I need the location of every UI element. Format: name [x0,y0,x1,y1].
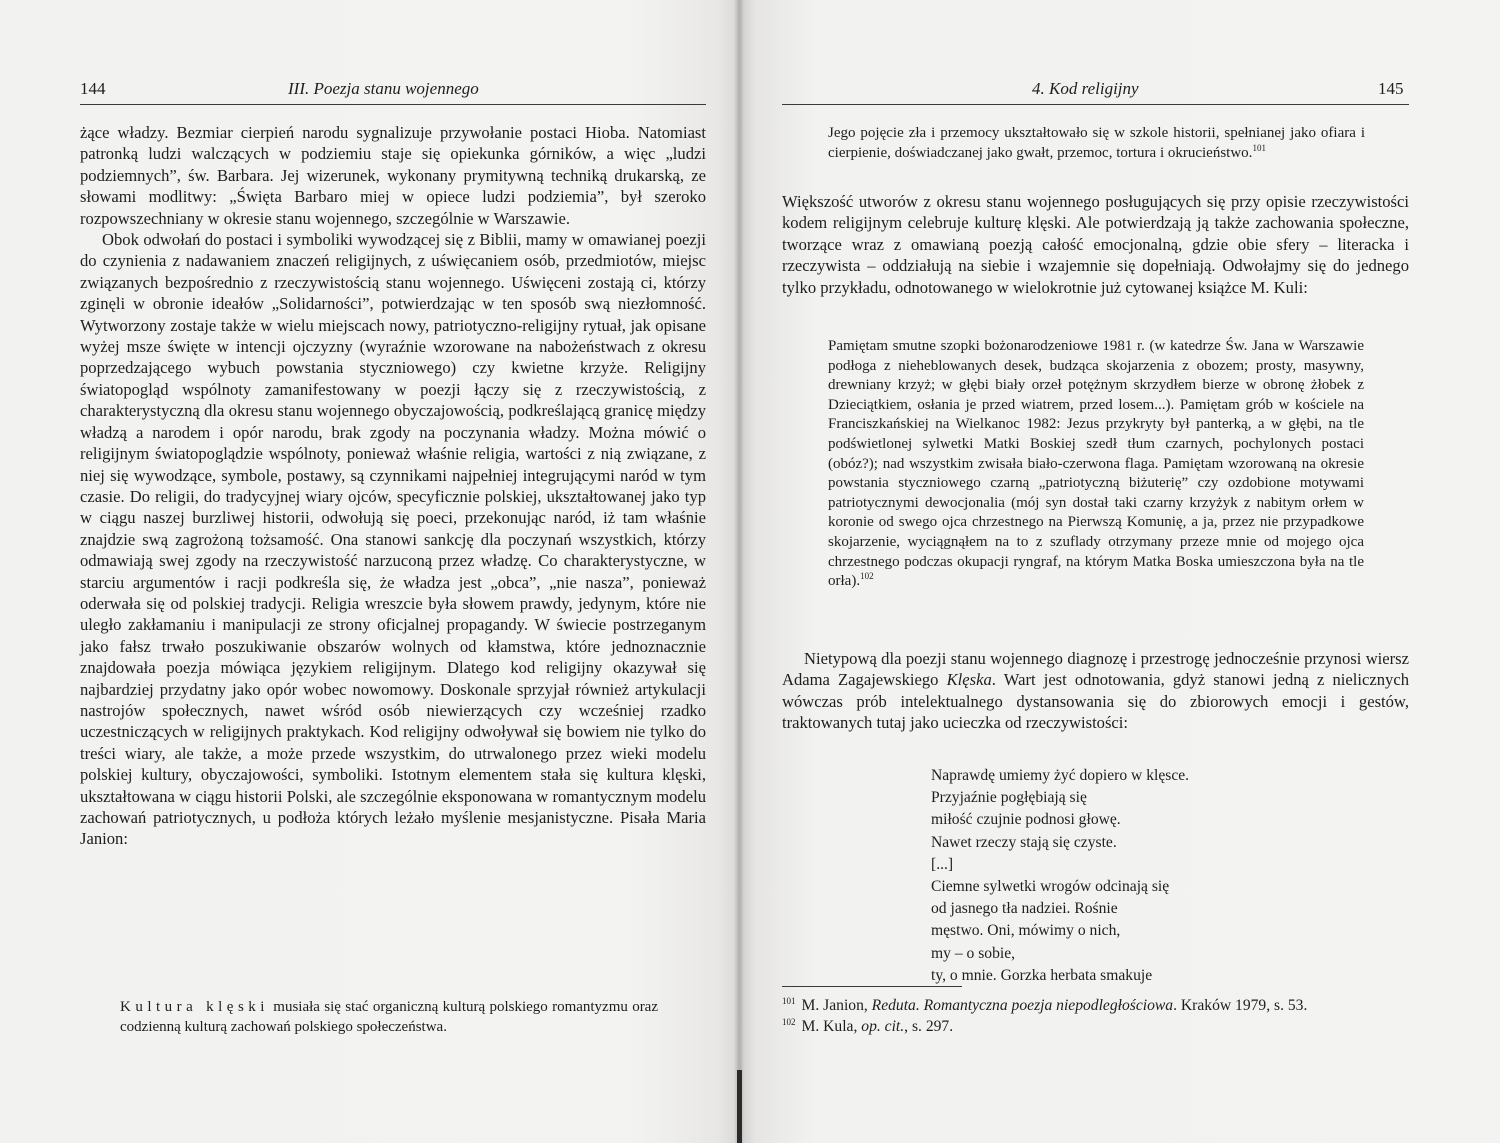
footnote-text: , s. 297. [904,1018,954,1035]
poem-line: Nawet rzeczy stają się czyste. [931,833,1117,851]
footnote [782,1016,1409,1037]
paragraph-text: . Wart jest odnotowania, gdyż stanowi jedną z nielicznych wówczas prób intelektualnego dystansowania się do zbiorowych emocji i gestów, traktowanych tutaj jako ucieczka od rzeczywistości: [782,670,1409,733]
poem-line: męstwo. Oni, mówimy o nich, [931,922,1121,940]
poem-line: ty, o mnie. Gorzka herbata smakuje [931,966,1153,984]
footnote-number: 102 [782,1017,796,1027]
poem-title: Klęska [946,670,992,690]
left-body-text [80,122,706,850]
page-number: 144 [80,79,106,98]
footnote-rule [782,986,962,987]
quote-spaced-term: Kultura klęski [120,999,269,1015]
left-page [0,0,740,1143]
block-quote [828,124,1365,163]
footnote-number: 101 [782,996,796,1006]
header-rule [80,104,706,105]
footnote-text: . Kraków 1979, s. 53. [1173,997,1308,1014]
footnote-title: op. cit. [861,1018,905,1035]
paragraph: Obok odwołań do postaci i symboliki wywodzącej się z Biblii, mamy w omawianej poezji do czynienia z nadawaniem znaczeń religijnych, z uświęcaniem osób, przedmiotów, miejsc związanych bezpośrednio z rzeczywistością stanu wojennego. Uświęceni zostają ci, którzy zginęli w obronie ideałów „Solidarności”, potwierdzając w ten sposób swą niezłomność. Wytworzony zostaje także w wielu miejscach nowy, patriotyczno-religijny rytuał, jak opisane wyżej msze święte w intencji ojczyzny (wyraźnie wzorowane na nabożeństwach z okresu poprzedzającego wybuch powstania styczniowego) czy kwietne krzyże. Religijny światopogląd wspólnoty zamanifestowany w poezji łączy się z rzeczywistością, z charakterystyczną dla okresu stanu wojennego obyczajowością, podkreślającą granicę między władzą a narodem i opór narodu, brak zgody na poczynania władzy. Można mówić o religijnym światopoglądzie wspólnoty, ponieważ właśnie religia, wartości z nią związane, z niej się wywodzące, symbole, postawy, są czynnikami najpełniej integrującymi naród w tym czasie. Do religii, do tradycyjnej wiary ojców, specyficznie polskiej, ukształtowanej jako typ w ciągu naszej burzliwej historii, odwołują się poeci, przekonując naród, iż tam właśnie znajdzie swą zagrożoną tożsamość. Ona stanowi sankcję dla poczynań wszystkich, którzy odmawiają swej zgody na rzeczywistość narzuconą przez władzę. Co charakterystyczne, w starciu argumentów i racji podkreśla się, że władza jest „obca”, „nie nasza”, ponieważ oderwała się od polskiej tradycji. Religia wreszcie była słowem prawdy, jedynym, które nie uległo zakłamaniu i manipulacji ze strony oficjalnej propagandy. W świecie postrzeganym jako fałsz trwało poszukiwanie obszarów wolnych od kłamstwa, które jednoznacznie znajdowała poezja mówiąca językiem religijnym. Dlatego kod religijny okazywał się najbardziej przydatny jako opór wobec nowomowy. Doskonale sprzyjał również artykulacji nastrojów społecznych, nawet wśród osób niewierzących czy wcześniej rzadko uczestniczących w religijnych praktykach. Kod religijny odwoływał się bowiem nie tylko do treści wiary, ale także, a może przede wszystkim, do utrwalonego przez wieki modelu polskiej kultury, obyczajowości, symboliki. Istotnym elementem stała się kultura klęski, ukształtowana w ciągu historii Polski, ale szczególnie eksponowana w romantycznym modelu zachowań patriotycznych, u podłoża których leżało myślenie mesjanistyczne. Pisała Maria Janion: [80,230,706,849]
poem-line: Ciemne sylwetki wrogów odcinają się [931,878,1170,896]
right-body-text [782,191,1409,298]
poem-line: my – o sobie, [931,944,1016,962]
poem-line: Naprawdę umiemy żyć dopiero w klęsce. [931,767,1190,784]
footnote [782,995,1409,1016]
running-head: III. Poezja stanu wojennego [288,79,479,98]
poem-line: Przyjaźnie pogłębiają się [931,789,1087,807]
block-quote [120,998,658,1037]
right-body-text-2 [782,648,1409,734]
footnote-title: Reduta. Romantyczna poezja niepodległościowa [871,997,1174,1014]
book-gutter [734,0,744,1143]
poem-line: miłość czujnie podnosi głowę. [931,811,1121,829]
footnote-text: M. Janion, [801,997,872,1014]
poem [931,765,1189,987]
quote-text: musiała się stać organiczną kulturą polskiego romantyzmu oraz codzienną kulturą zachowań polskiego społeczeństwa. [120,999,659,1035]
paragraph-text: Nietypową dla poezji stanu wojennego diagnozę i przestrogę jednocześnie przynosi wiersz Adama Zagajewskiego [782,649,1409,690]
right-page [740,0,1500,1143]
poem-line: [...] [931,855,954,873]
footnote-text: M. Kula, [801,1018,862,1035]
header-rule [782,104,1409,105]
running-head: 4. Kod religijny [1032,79,1139,98]
footnotes [782,995,1409,1037]
binding-mark [737,1070,742,1143]
block-quote [828,337,1364,592]
paragraph: żące władzy. Bezmiar cierpień narodu sygnalizuje przywołanie postaci Hioba. Natomiast patronką ludzi walczących w podziemiu staje się opiekunka górników, a więc „ludzi podziemnych”, św. Barbara. Jej wizerunek, wykonany prymitywną techniką drukarską, ze słowami modlitwy: „Święta Barbaro miej w opiece ludzi podziemia”, był szeroko rozpowszechniany w okresie stanu wojennego, szczególnie w Warszawie. [80,123,706,228]
page-number: 145 [1378,79,1404,98]
footnote-ref: 102 [860,571,874,582]
paragraph [782,648,1409,734]
quote-text: Jego pojęcie zła i przemocy ukształtowało się w szkole historii, spełnianej jako ofiara i cierpienie, doświadczanej jako gwałt, przemoc, tortura i okrucieństwo. [828,125,1365,161]
footnote-ref: 101 [1252,142,1266,153]
paragraph: Większość utworów z okresu stanu wojennego posługujących się przy opisie rzeczywistości kodem religijnym celebruje kulturę klęski. Ale potwierdzają ją także zachowania społeczne, tworzące wraz z omawianą poezją całość emocjonalną, gdzie obie sfery – literacka i rzeczywista – oddziałują na siebie i wzajemnie się dopełniają. Odwołajmy się do jednego tylko przykładu, odnotowanego w wielokrotnie już cytowanej książce M. Kuli: [782,192,1409,297]
poem-line: od jasnego tła nadziei. Rośnie [931,900,1118,918]
quote-text: Pamiętam smutne szopki bożonarodzeniowe 1981 r. (w katedrze Św. Jana w Warszawie podłoga z nieheblowanych desek, budząca skojarzenia z obozem; prosty, masywny, drewniany krzyż; w głębi biały orzeł potężnym skrzydłem bierze w obronę żłobek z Dzieciątkiem, osłania je przed wiatrem, przed losem...). Pamiętam grób w kościele na Franciszkańskiej na Wielkanoc 1982: Jezus przykryty był panterką, a w głębi, na tle podświetlonej sylwetki Matki Boskiej szedł tłum czarnych, pochylonych postaci (obóz?); nad wszystkim zwisała biało-czerwona flaga. Pamiętam wzorowaną na okresie powstania styczniowego czarną „patriotyczną biżuterię” czy ozdobione motywami patriotycznymi dewocjonalia (mój syn dostał taki czarny krzyżyk z nabitym orłem w koronie od swego ojca chrzestnego na Pierwszą Komunię, a ja, przez nie przypadkowe skojarzenie, wyciągnąłem na to z szuflady otrzymany przeze mnie od mojego ojca chrzestnego podczas okupacji ryngraf, na którym Matka Boska umieszczona była na tle orła). [828,338,1364,590]
